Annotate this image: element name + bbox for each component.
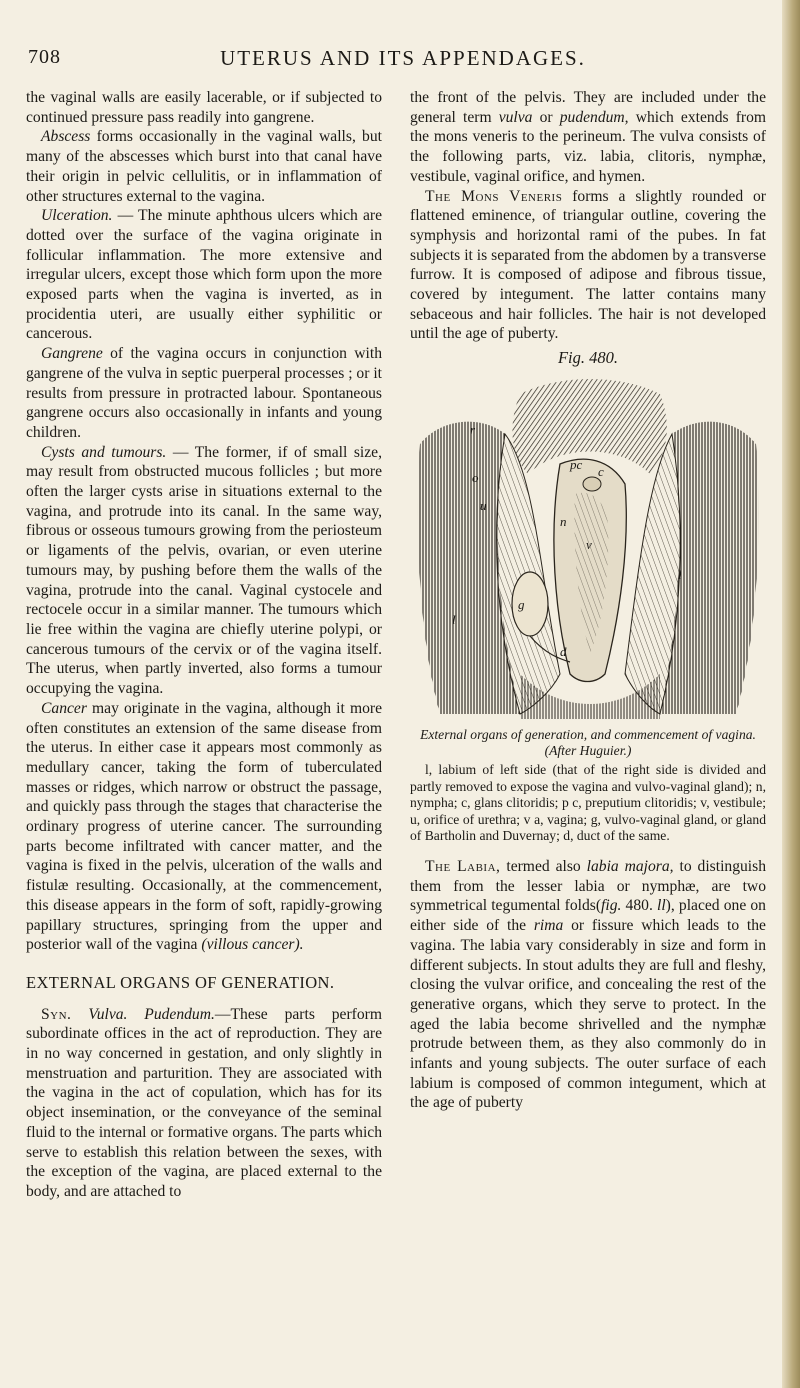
paragraph-cysts <box>26 443 382 699</box>
fig-label-o: o <box>472 469 479 485</box>
term-ulceration: Ulceration. <box>41 207 113 225</box>
heading-mons: The Mons Veneris <box>425 187 563 205</box>
term-pudendum: pudendum, <box>559 108 629 126</box>
caption-title-text: External organs of generation, and commencement of vagina. <box>420 726 756 742</box>
paragraph-mons <box>410 187 766 345</box>
paragraph-synonyms <box>26 1005 382 1202</box>
fig-label-c: c <box>598 463 604 479</box>
paragraph-continuation: the vaginal walls are easily lacerable, or if subjected to continued pressure pass readily into gangrene. <box>26 89 382 126</box>
figure-caption <box>410 727 766 845</box>
caption-source: (After Huguier.) <box>544 743 632 759</box>
paragraph-cancer <box>26 699 382 955</box>
vulva-text-a: the front of the pelvis. They are included under the general term <box>410 89 766 126</box>
fig-label-pc: pc <box>570 456 583 472</box>
term-gangrene: Gangrene <box>41 345 103 363</box>
term-abscess: Abscess <box>41 128 91 146</box>
vulva-text-c: which extends from the mons veneris to the perineum. The vulva consists of the following parts, viz. labia, clitoris, nymphæ, vestibule, vaginal orifice, and hymen. <box>410 108 766 185</box>
term-cysts: Cysts and tumours. <box>41 443 167 461</box>
left-column <box>26 88 382 1202</box>
syn-terms: Vulva. Pudendum. <box>88 1005 215 1023</box>
paragraph-labia <box>410 857 766 1113</box>
fig-label-u: u <box>480 497 487 513</box>
section-heading: EXTERNAL ORGANS OF GENERATION. <box>26 972 335 992</box>
fig-label-v: v <box>586 536 592 552</box>
gangrene-text: of the vagina occurs in conjunction with gangrene of the vulva in septic puerperal processes ; or it results from pressure in protracted labour. Spontaneous gangrene occurs also occasionally in infants and young children. <box>26 345 382 441</box>
syn-text: —These parts perform subordinate offices in the act of reproduction. They are in no way concerned in gestation, and only slightly in menstruation and parturition. They are associated with the vagina in the act of copulation, which has for its object insemination, or the conveyance of the seminal fluid to the internal or formative organs. The parts which serve to establish this relation between the sexes, with the exception of the vagina, are placed external to the body, and are attached to <box>26 1005 382 1200</box>
labia-text-c: 480. <box>621 897 657 915</box>
fig-label-g: g <box>518 596 525 612</box>
fig-label-n: n <box>560 513 567 529</box>
labia-figref: fig. <box>601 897 622 915</box>
page-edge-shadow <box>782 0 800 1388</box>
term-vulva: vulva <box>498 108 533 126</box>
cancer-text: may originate in the vagina, although it more often constitutes an extension of the same disease from the uterus. In either case it appears most commonly as medullary cancer, taking the form of tuberculated masses or ridges, which narrow or obstruct the passage, and quickly pass through the stages that characterise the ordinary progress of uterine cancer. The surrounding parts become infiltrated with cancer matter, and the vagina is fixed in the pelvis, ulceration of the walls and fistulæ resulting. Occasionally, at the commencement, this disease appears in the form of soft, rapidly-growing papillary structures, springing from the upper and posterior wall of the vagina <box>26 699 382 954</box>
abscess-text: forms occasionally in the vaginal walls, but many of the abscesses which burst into that canal have their origin in pelvic cellulitis, or in inflammation of other structures external to the vagina. <box>26 128 382 205</box>
ulceration-text: — The minute aphthous ulcers which are dotted over the surface of the vagina originate in follicular inflammation. The more extensive and irregular ulcers, except those which form upon the more exposed parts when the vagina is inverted, as in procidentia uteri, are usually either syphilitic or cancerous. <box>26 207 382 343</box>
labia-text-b: to distinguish them from the lesser labia or nymphæ, are two symmetrical tegumental folds( <box>410 858 767 915</box>
caption-legend: l, labium of left side (that of the right side is divided and partly removed to expose the vagina and vulvo-vaginal gland); n, nympha; c, glans clitoridis; p c, preputium clitoridis; v, vestibule; u, orifice of urethra; v a, vagina; g, vulvo-vaginal gland, or gland of Bartholin and Duvernay; d, duct of the same. <box>410 762 766 844</box>
cancer-paren: (villous cancer). <box>201 936 304 954</box>
page-number: 708 <box>28 46 61 68</box>
caption-title <box>410 727 766 760</box>
anatomical-engraving <box>410 374 766 719</box>
paragraph-ulceration <box>26 206 382 344</box>
figure-label: Fig. 480. <box>557 348 619 368</box>
running-head: UTERUS AND ITS APPENDAGES. <box>220 46 586 70</box>
term-cancer: Cancer <box>41 699 87 717</box>
labia-text-e: or fissure which leads to the vagina. The labia vary considerably in size and form in different subjects. In stout adults they are full and fleshy, closing the vulvar orifice, and concealing the rest of the generative organs, which they serve to protect. In the aged the labia become shrivelled and the nymphæ protrude between them, as they also commonly do in infants and young subjects. The outer surface of each labium is composed of common integument, which at the age of puberty <box>410 917 766 1112</box>
fig-label-l-right: l <box>678 566 682 582</box>
syn-label: Syn. <box>41 1005 72 1023</box>
term-rima: rima <box>533 917 564 935</box>
fig-label-d: d <box>560 643 567 659</box>
cysts-text: — The former, if of small size, may result from obstructed mucous follicles ; but more often the larger cysts arise in situations external to the vagina, and protrude into its canal. In the same way, fibrous or osseous tumours growing from the periosteum or ligaments of the pelvis, ovarian, or even uterine tumours may, by pushing before them the walls of the vagina, protrude into the canal. Vaginal cystocele and rectocele occur in a similar manner. The tumours which lie free within the vagina are chiefly uterine polypi, or cancerous tumours of the cervix or of the vagina itself. The uterus, when partly inverted, also forms a tumour occupying the vagina. <box>26 443 382 698</box>
paragraph-gangrene <box>26 344 382 443</box>
labia-text-d: ), placed one on either side of the <box>410 897 766 935</box>
labia-text-a: termed also <box>500 858 587 875</box>
mons-text: forms a slightly rounded or flattened eminence, of triangular outline, covering the symphysis and horizontal rami of the pubes. In fat subjects it is separated from the abdomen by a transverse furrow. It is composed of adipose and fibrous tissue, covered by integument. The latter contains many sebaceous and hair follicles. The hair is not developed until the age of puberty. <box>410 187 767 343</box>
fig-label-l-left: l <box>452 611 456 627</box>
fig-label-r: r <box>470 421 476 437</box>
heading-labia: The Labia, <box>425 858 501 875</box>
vulva-text-b: or <box>532 108 560 126</box>
page-header <box>28 40 778 80</box>
paragraph-vulva <box>410 88 766 187</box>
labia-ll: ll <box>656 897 666 915</box>
term-labia-majora: labia majora, <box>586 858 674 875</box>
right-column <box>410 88 766 1113</box>
paragraph-abscess <box>26 127 382 206</box>
